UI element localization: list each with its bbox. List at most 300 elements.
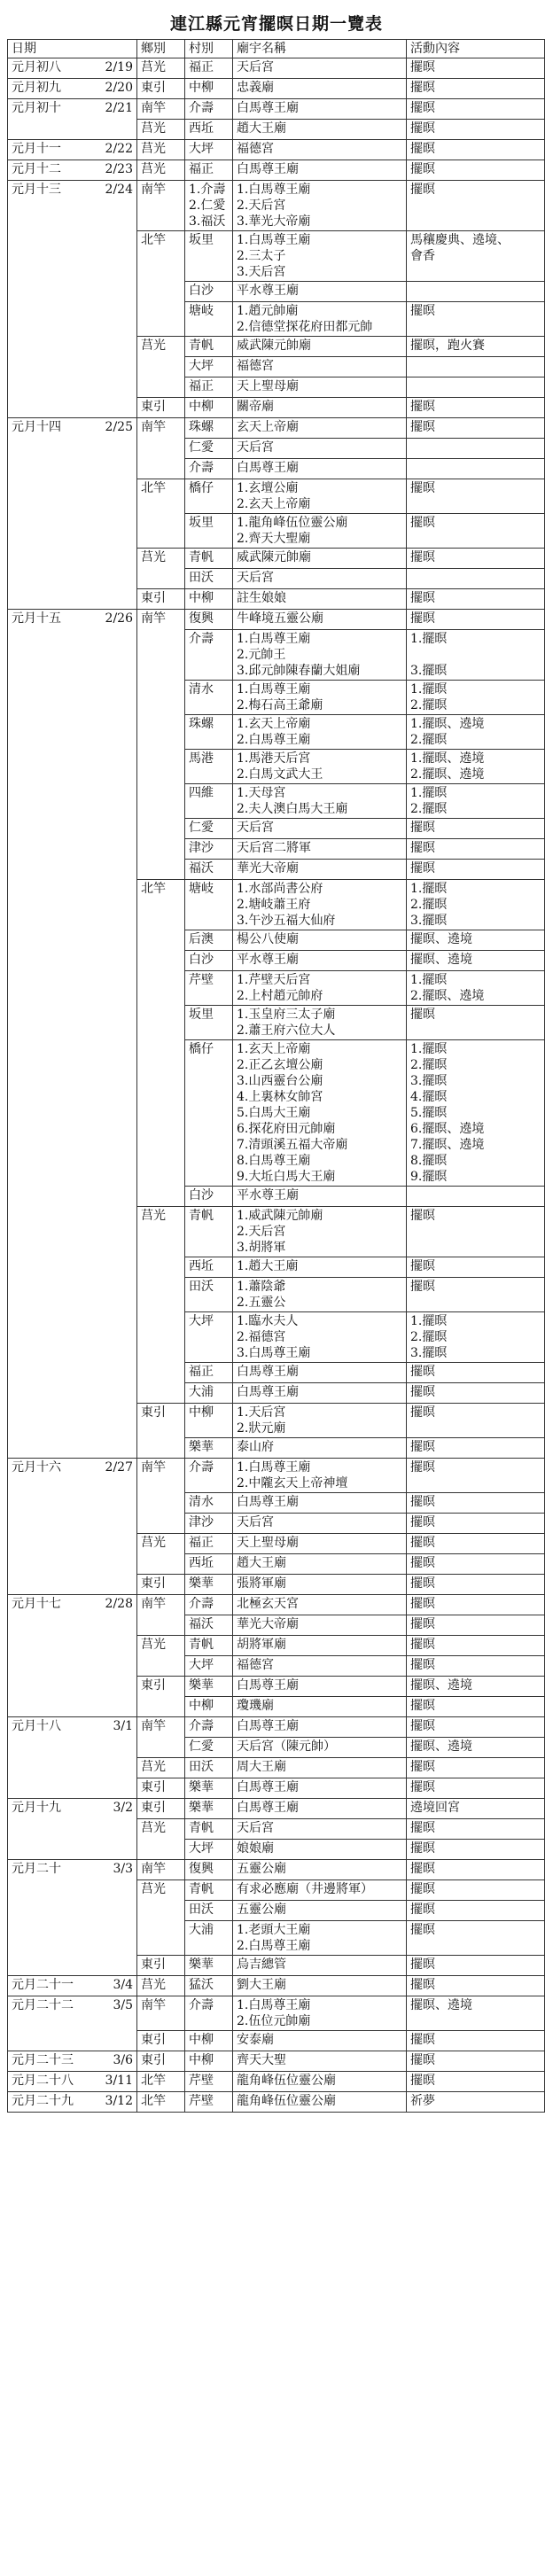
activity-text: 擺暝 [410, 481, 435, 495]
temple-cell [233, 181, 407, 231]
temple-cell [233, 1738, 407, 1758]
village-cell [185, 1006, 233, 1040]
town-cell: 東引 [137, 1404, 185, 1459]
activity-cell [407, 1006, 545, 1040]
village-name: 福正 [189, 1536, 214, 1550]
village-name: 坂里 [189, 233, 214, 247]
date-cell [8, 140, 137, 160]
temple-name: 福德宮 [237, 359, 274, 373]
header-town: 鄉別 [137, 40, 185, 58]
activity-text: 會香 [410, 249, 435, 263]
date-cell [8, 181, 137, 418]
activity-text: 1.擺暝、遶境 [410, 717, 485, 731]
town-cell: 南竿 [137, 181, 185, 231]
village-cell [185, 589, 233, 610]
activity-cell [407, 1534, 545, 1554]
table-row [8, 160, 545, 181]
activity-cell [407, 514, 545, 549]
village-name: 中柳 [189, 2033, 214, 2047]
activity-text: 擺暝 [410, 304, 435, 318]
temple-name: 2.福德宮 [237, 1330, 286, 1344]
temple-cell [233, 459, 407, 479]
village-cell [185, 1554, 233, 1575]
solar-date: 3/5 [113, 1998, 133, 2012]
lunar-date: 元月十四 [12, 420, 61, 434]
temple-cell [233, 819, 407, 839]
table-row [8, 1717, 545, 1738]
temple-cell [233, 880, 407, 930]
activity-cell [407, 1677, 545, 1697]
temple-cell [233, 2031, 407, 2051]
activity-cell [407, 951, 545, 971]
temple-name: 威武陳元帥廟 [237, 339, 311, 353]
activity-cell [407, 1921, 545, 1956]
activity-cell [407, 1040, 545, 1187]
temple-name: 白馬尊王廟 [237, 101, 299, 115]
activity-cell [407, 459, 545, 479]
town-cell: 南竿 [137, 1459, 185, 1534]
temple-name: 1.白馬尊王廟 [237, 1460, 311, 1475]
date-cell [8, 2051, 137, 2072]
activity-cell [407, 1799, 545, 1819]
solar-date: 3/4 [113, 1978, 133, 1992]
activity-cell [407, 839, 545, 860]
activity-text: 擺暝 [410, 1556, 435, 1570]
activity-text: 1.擺暝 [410, 786, 448, 800]
village-name: 塘岐 [189, 882, 214, 896]
temple-cell [233, 589, 407, 610]
activity-text: 1.擺暝 [410, 973, 448, 987]
temple-name: 胡將軍廟 [237, 1638, 286, 1652]
village-name: 復興 [189, 1862, 214, 1876]
activity-text: 7.擺暝、遶境 [410, 1138, 485, 1152]
solar-date: 3/6 [113, 2053, 133, 2067]
town-cell: 莒光 [137, 1534, 185, 1575]
temple-cell [233, 839, 407, 860]
village-cell [185, 377, 233, 398]
date-cell [8, 1996, 137, 2051]
activity-cell [407, 181, 545, 231]
temple-cell [233, 1717, 407, 1738]
town-cell: 莒光 [137, 1880, 185, 1956]
village-name: 1.介壽 [189, 183, 226, 197]
temple-name: 安泰廟 [237, 2033, 274, 2047]
table-title: 連江縣元宵擺暝日期一覽表 [169, 14, 383, 34]
temple-cell [233, 1778, 407, 1799]
temple-cell [233, 1514, 407, 1534]
village-cell [185, 58, 233, 79]
village-cell [185, 1921, 233, 1956]
temple-name: 白馬尊王廟 [237, 1495, 299, 1509]
solar-date: 2/28 [105, 1597, 133, 1611]
temple-name: 天后宮 [237, 1821, 274, 1835]
activity-text: 擺暝 [410, 1699, 435, 1713]
activity-text: 擺暝 [410, 1760, 435, 1774]
activity-cell [407, 750, 545, 784]
activity-cell [407, 160, 545, 181]
lunar-date: 元月十七 [12, 1597, 61, 1611]
village-cell [185, 1363, 233, 1383]
temple-name: 1.白馬尊王廟 [237, 1998, 311, 2012]
activity-text: 擺暝 [410, 1515, 435, 1529]
temple-name: 天后宮 [237, 60, 274, 74]
temple-cell [233, 630, 407, 681]
temple-cell [233, 715, 407, 750]
temple-cell [233, 930, 407, 951]
activity-text: 4.擺暝 [410, 1090, 448, 1104]
temple-name: 天后宮（陳元帥） [237, 1739, 336, 1754]
town-cell: 東引 [137, 2031, 185, 2051]
activity-text: 擺暝 [410, 121, 435, 136]
temple-cell [233, 231, 407, 282]
temple-cell [233, 160, 407, 181]
activity-text: 8.擺暝 [410, 1154, 448, 1168]
table-row [8, 181, 545, 231]
activity-text: 5.擺暝 [410, 1106, 448, 1120]
village-name: 清水 [189, 1495, 214, 1509]
solar-date: 2/22 [105, 142, 133, 156]
table-row [8, 2092, 545, 2113]
table-row [8, 1860, 545, 1880]
village-cell [185, 1383, 233, 1404]
village-name: 田沃 [189, 1760, 214, 1774]
schedule-table [7, 39, 545, 2113]
activity-text: 1.擺暝 [410, 882, 448, 896]
activity-text: 擺暝、遶境 [410, 1678, 472, 1693]
town-cell: 東引 [137, 2051, 185, 2072]
village-name: 坂里 [189, 1008, 214, 1022]
solar-date: 3/1 [113, 1719, 133, 1733]
village-name: 仁愛 [189, 440, 214, 455]
town-cell: 北竿 [137, 2092, 185, 2113]
activity-cell [407, 1312, 545, 1363]
village-cell [185, 1880, 233, 1901]
temple-name: 五靈公廟 [237, 1903, 286, 1917]
temple-cell [233, 140, 407, 160]
temple-name: 註生娘娘 [237, 591, 286, 605]
village-cell [185, 79, 233, 99]
temple-cell [233, 1636, 407, 1656]
activity-cell [407, 398, 545, 418]
temple-cell [233, 1312, 407, 1363]
activity-cell [407, 589, 545, 610]
activity-cell [407, 630, 545, 681]
activity-cell [407, 819, 545, 839]
village-name: 福正 [189, 379, 214, 393]
date-cell [8, 58, 137, 79]
activity-text: 1.擺暝、遶境 [410, 751, 485, 766]
town-cell: 東引 [137, 79, 185, 99]
activity-cell [407, 1976, 545, 1996]
activity-text: 擺暝 [410, 841, 435, 855]
village-cell [185, 231, 233, 282]
temple-name: 1.白馬尊王廟 [237, 632, 311, 646]
activity-cell [407, 1438, 545, 1459]
date-cell [8, 1459, 137, 1595]
table-row [8, 418, 545, 439]
activity-cell [407, 99, 545, 120]
table-row [8, 99, 545, 120]
activity-cell [407, 418, 545, 439]
temple-name: 華光大帝廟 [237, 1617, 299, 1631]
village-name: 珠螺 [189, 717, 214, 731]
village-name: 介壽 [189, 632, 214, 646]
activity-text: 擺暝 [410, 101, 435, 115]
village-name: 四維 [189, 786, 214, 800]
village-name: 后澳 [189, 932, 214, 946]
village-cell [185, 971, 233, 1006]
village-name: 大坪 [189, 359, 214, 373]
village-name: 中柳 [189, 2053, 214, 2067]
village-name: 大坪 [189, 142, 214, 156]
temple-name: 平水尊王廟 [237, 1188, 299, 1202]
activity-text: 擺暝、遶境 [410, 1998, 472, 2012]
table-row [8, 140, 545, 160]
activity-text: 擺暝 [410, 516, 435, 530]
activity-text: 2.擺暝 [410, 698, 448, 712]
temple-cell [233, 58, 407, 79]
temple-name: 白馬尊王廟 [237, 1678, 299, 1693]
activity-cell [407, 58, 545, 79]
temple-name: 平水尊王廟 [237, 284, 299, 298]
date-cell [8, 1717, 137, 1799]
temple-cell [233, 971, 407, 1006]
solar-date: 2/21 [105, 101, 133, 115]
village-name: 福沃 [189, 1617, 214, 1631]
activity-cell [407, 377, 545, 398]
temple-cell [233, 1040, 407, 1187]
activity-cell [407, 79, 545, 99]
temple-name: 龍角峰伍位靈公廟 [237, 2094, 336, 2108]
temple-name: 2.梅石高王爺廟 [237, 698, 323, 712]
village-cell [185, 99, 233, 120]
activity-cell [407, 1615, 545, 1636]
activity-cell [407, 1459, 545, 1493]
temple-name: 1.趙元帥廟 [237, 304, 299, 318]
temple-name: 2.五靈公 [237, 1296, 286, 1310]
town-cell: 東引 [137, 1778, 185, 1799]
activity-text: 2.擺暝 [410, 1058, 448, 1072]
table-row [8, 1459, 545, 1493]
village-cell [185, 1595, 233, 1615]
town-cell: 莒光 [137, 160, 185, 181]
temple-name: 白馬尊王廟 [237, 162, 299, 176]
village-name: 坂里 [189, 516, 214, 530]
activity-cell [407, 1595, 545, 1615]
temple-cell [233, 79, 407, 99]
village-cell [185, 2072, 233, 2092]
temple-cell [233, 1921, 407, 1956]
lunar-date: 元月二十一 [12, 1978, 74, 1992]
village-name: 西坵 [189, 1556, 214, 1570]
temple-name: 天后宮 [237, 571, 274, 585]
town-cell: 南竿 [137, 99, 185, 120]
lunar-date: 元月十三 [12, 183, 61, 197]
temple-name: 天后宮 [237, 1515, 274, 1529]
temple-cell [233, 1383, 407, 1404]
village-name: 介壽 [189, 1998, 214, 2012]
activity-text: 2.擺暝 [410, 898, 448, 912]
solar-date: 3/11 [105, 2074, 133, 2088]
village-cell [185, 610, 233, 630]
town-cell: 莒光 [137, 1758, 185, 1778]
activity-text: 擺暝 [410, 1460, 435, 1475]
temple-cell [233, 1404, 407, 1438]
date-cell [8, 99, 137, 140]
village-name: 介壽 [189, 1460, 214, 1475]
village-cell [185, 750, 233, 784]
activity-cell [407, 1493, 545, 1514]
activity-text: 擺暝、遶境 [410, 1739, 472, 1754]
village-name: 樂華 [189, 1440, 214, 1454]
activity-cell [407, 1187, 545, 1207]
activity-text: 擺暝 [410, 1903, 435, 1917]
activity-text: 擺暝 [410, 1882, 435, 1896]
village-name: 福正 [189, 60, 214, 74]
activity-text: 擺暝 [410, 1008, 435, 1022]
activity-text: 擺暝 [410, 2053, 435, 2067]
temple-name: 娘娘廟 [237, 1841, 274, 1856]
table-row [8, 1976, 545, 1996]
village-name: 樂華 [189, 1801, 214, 1815]
activity-text: 擺暝 [410, 611, 435, 626]
activity-text: 馬穰慶典、遶境、 [410, 233, 510, 247]
village-cell [185, 459, 233, 479]
activity-cell [407, 357, 545, 377]
village-name: 田沃 [189, 1903, 214, 1917]
activity-text: 擺暝 [410, 1862, 435, 1876]
table-row [8, 1799, 545, 1819]
activity-text: 擺暝 [410, 821, 435, 835]
temple-cell [233, 377, 407, 398]
temple-cell [233, 951, 407, 971]
village-name: 白沙 [189, 284, 214, 298]
temple-name: 2.夫人澳白馬大王廟 [237, 802, 348, 816]
temple-name: 2.伍位元帥廟 [237, 2014, 311, 2028]
activity-text: 2.擺暝 [410, 802, 448, 816]
temple-name: 2.玄天上帝廟 [237, 497, 311, 511]
lunar-date: 元月初八 [12, 60, 61, 74]
village-name: 芹壁 [189, 2074, 214, 2088]
temple-cell [233, 2051, 407, 2072]
activity-text: 擺暝，跑火賽 [410, 339, 485, 353]
activity-cell [407, 439, 545, 459]
temple-name: 關帝廟 [237, 400, 274, 414]
village-name: 橋仔 [189, 1042, 214, 1056]
village-name: 介壽 [189, 461, 214, 475]
temple-name: 白馬尊王廟 [237, 1780, 299, 1794]
village-cell [185, 1860, 233, 1880]
lunar-date: 元月十一 [12, 142, 61, 156]
town-cell: 南竿 [137, 1996, 185, 2031]
town-cell: 東引 [137, 1956, 185, 1976]
village-cell [185, 1799, 233, 1819]
activity-text: 擺暝 [410, 1923, 435, 1937]
activity-text: 2.擺暝 [410, 733, 448, 747]
temple-name: 2.天后宮 [237, 1225, 286, 1239]
village-name: 中柳 [189, 1699, 214, 1713]
solar-date: 2/27 [105, 1460, 133, 1475]
header-village: 村別 [185, 40, 233, 58]
temple-name: 1.天母宮 [237, 786, 286, 800]
activity-cell [407, 681, 545, 715]
town-cell: 莒光 [137, 1819, 185, 1860]
town-cell: 南竿 [137, 1595, 185, 1636]
village-name: 白沙 [189, 1188, 214, 1202]
village-cell [185, 1738, 233, 1758]
lunar-date: 元月二十八 [12, 2074, 74, 2088]
town-cell: 南竿 [137, 1860, 185, 1880]
temple-name: 1.玄天上帝廟 [237, 717, 311, 731]
village-cell [185, 819, 233, 839]
village-cell [185, 1278, 233, 1312]
temple-cell [233, 1996, 407, 2031]
temple-name: 華光大帝廟 [237, 861, 299, 876]
activity-text: 擺暝 [410, 1576, 435, 1591]
temple-name: 1.威武陳元帥廟 [237, 1209, 323, 1223]
activity-text: 擺暝 [410, 1209, 435, 1223]
temple-name: 3.白馬尊王廟 [237, 1346, 311, 1360]
village-name: 津沙 [189, 1515, 214, 1529]
activity-cell [407, 549, 545, 569]
activity-text: 擺暝 [410, 1821, 435, 1835]
village-cell [185, 839, 233, 860]
temple-name: 福德宮 [237, 142, 274, 156]
temple-cell [233, 569, 407, 589]
village-name: 樂華 [189, 1576, 214, 1591]
village-name: 2.仁愛 [189, 198, 226, 213]
activity-text: 2.擺暝、遶境 [410, 989, 485, 1003]
temple-name: 白馬尊王廟 [237, 1365, 299, 1379]
village-cell [185, 1956, 233, 1976]
temple-name: 北極玄天宮 [237, 1597, 299, 1611]
activity-text: 6.擺暝、遶境 [410, 1122, 485, 1136]
activity-text: 擺暝 [410, 1780, 435, 1794]
temple-name: 8.白馬尊王廟 [237, 1154, 311, 1168]
village-name: 田沃 [189, 1280, 214, 1294]
village-name: 青帆 [189, 1882, 214, 1896]
activity-cell [407, 1901, 545, 1921]
date-cell [8, 160, 137, 181]
temple-cell [233, 1278, 407, 1312]
activity-text: 擺暝 [410, 183, 435, 197]
village-name: 西坵 [189, 121, 214, 136]
temple-name: 平水尊王廟 [237, 953, 299, 967]
activity-text: 1.擺暝 [410, 1042, 448, 1056]
activity-cell [407, 1956, 545, 1976]
village-name: 青帆 [189, 550, 214, 564]
temple-name: 2.白馬文武大王 [237, 767, 323, 782]
activity-cell [407, 2092, 545, 2113]
activity-text: 3.擺暝 [410, 664, 448, 678]
temple-name: 1.臨水夫人 [237, 1314, 299, 1328]
village-name: 中柳 [189, 1405, 214, 1420]
temple-cell [233, 1554, 407, 1575]
village-name: 中柳 [189, 400, 214, 414]
activity-cell [407, 1996, 545, 2031]
date-cell [8, 79, 137, 99]
village-name: 大浦 [189, 1923, 214, 1937]
village-cell [185, 1459, 233, 1493]
village-cell [185, 160, 233, 181]
temple-name: 有求必應廟（井邊將軍） [237, 1882, 373, 1896]
activity-cell [407, 1860, 545, 1880]
activity-text: 9.擺暝 [410, 1170, 448, 1184]
activity-cell [407, 569, 545, 589]
activity-text: 1.擺暝 [410, 682, 448, 697]
activity-cell [407, 1880, 545, 1901]
village-cell [185, 784, 233, 819]
